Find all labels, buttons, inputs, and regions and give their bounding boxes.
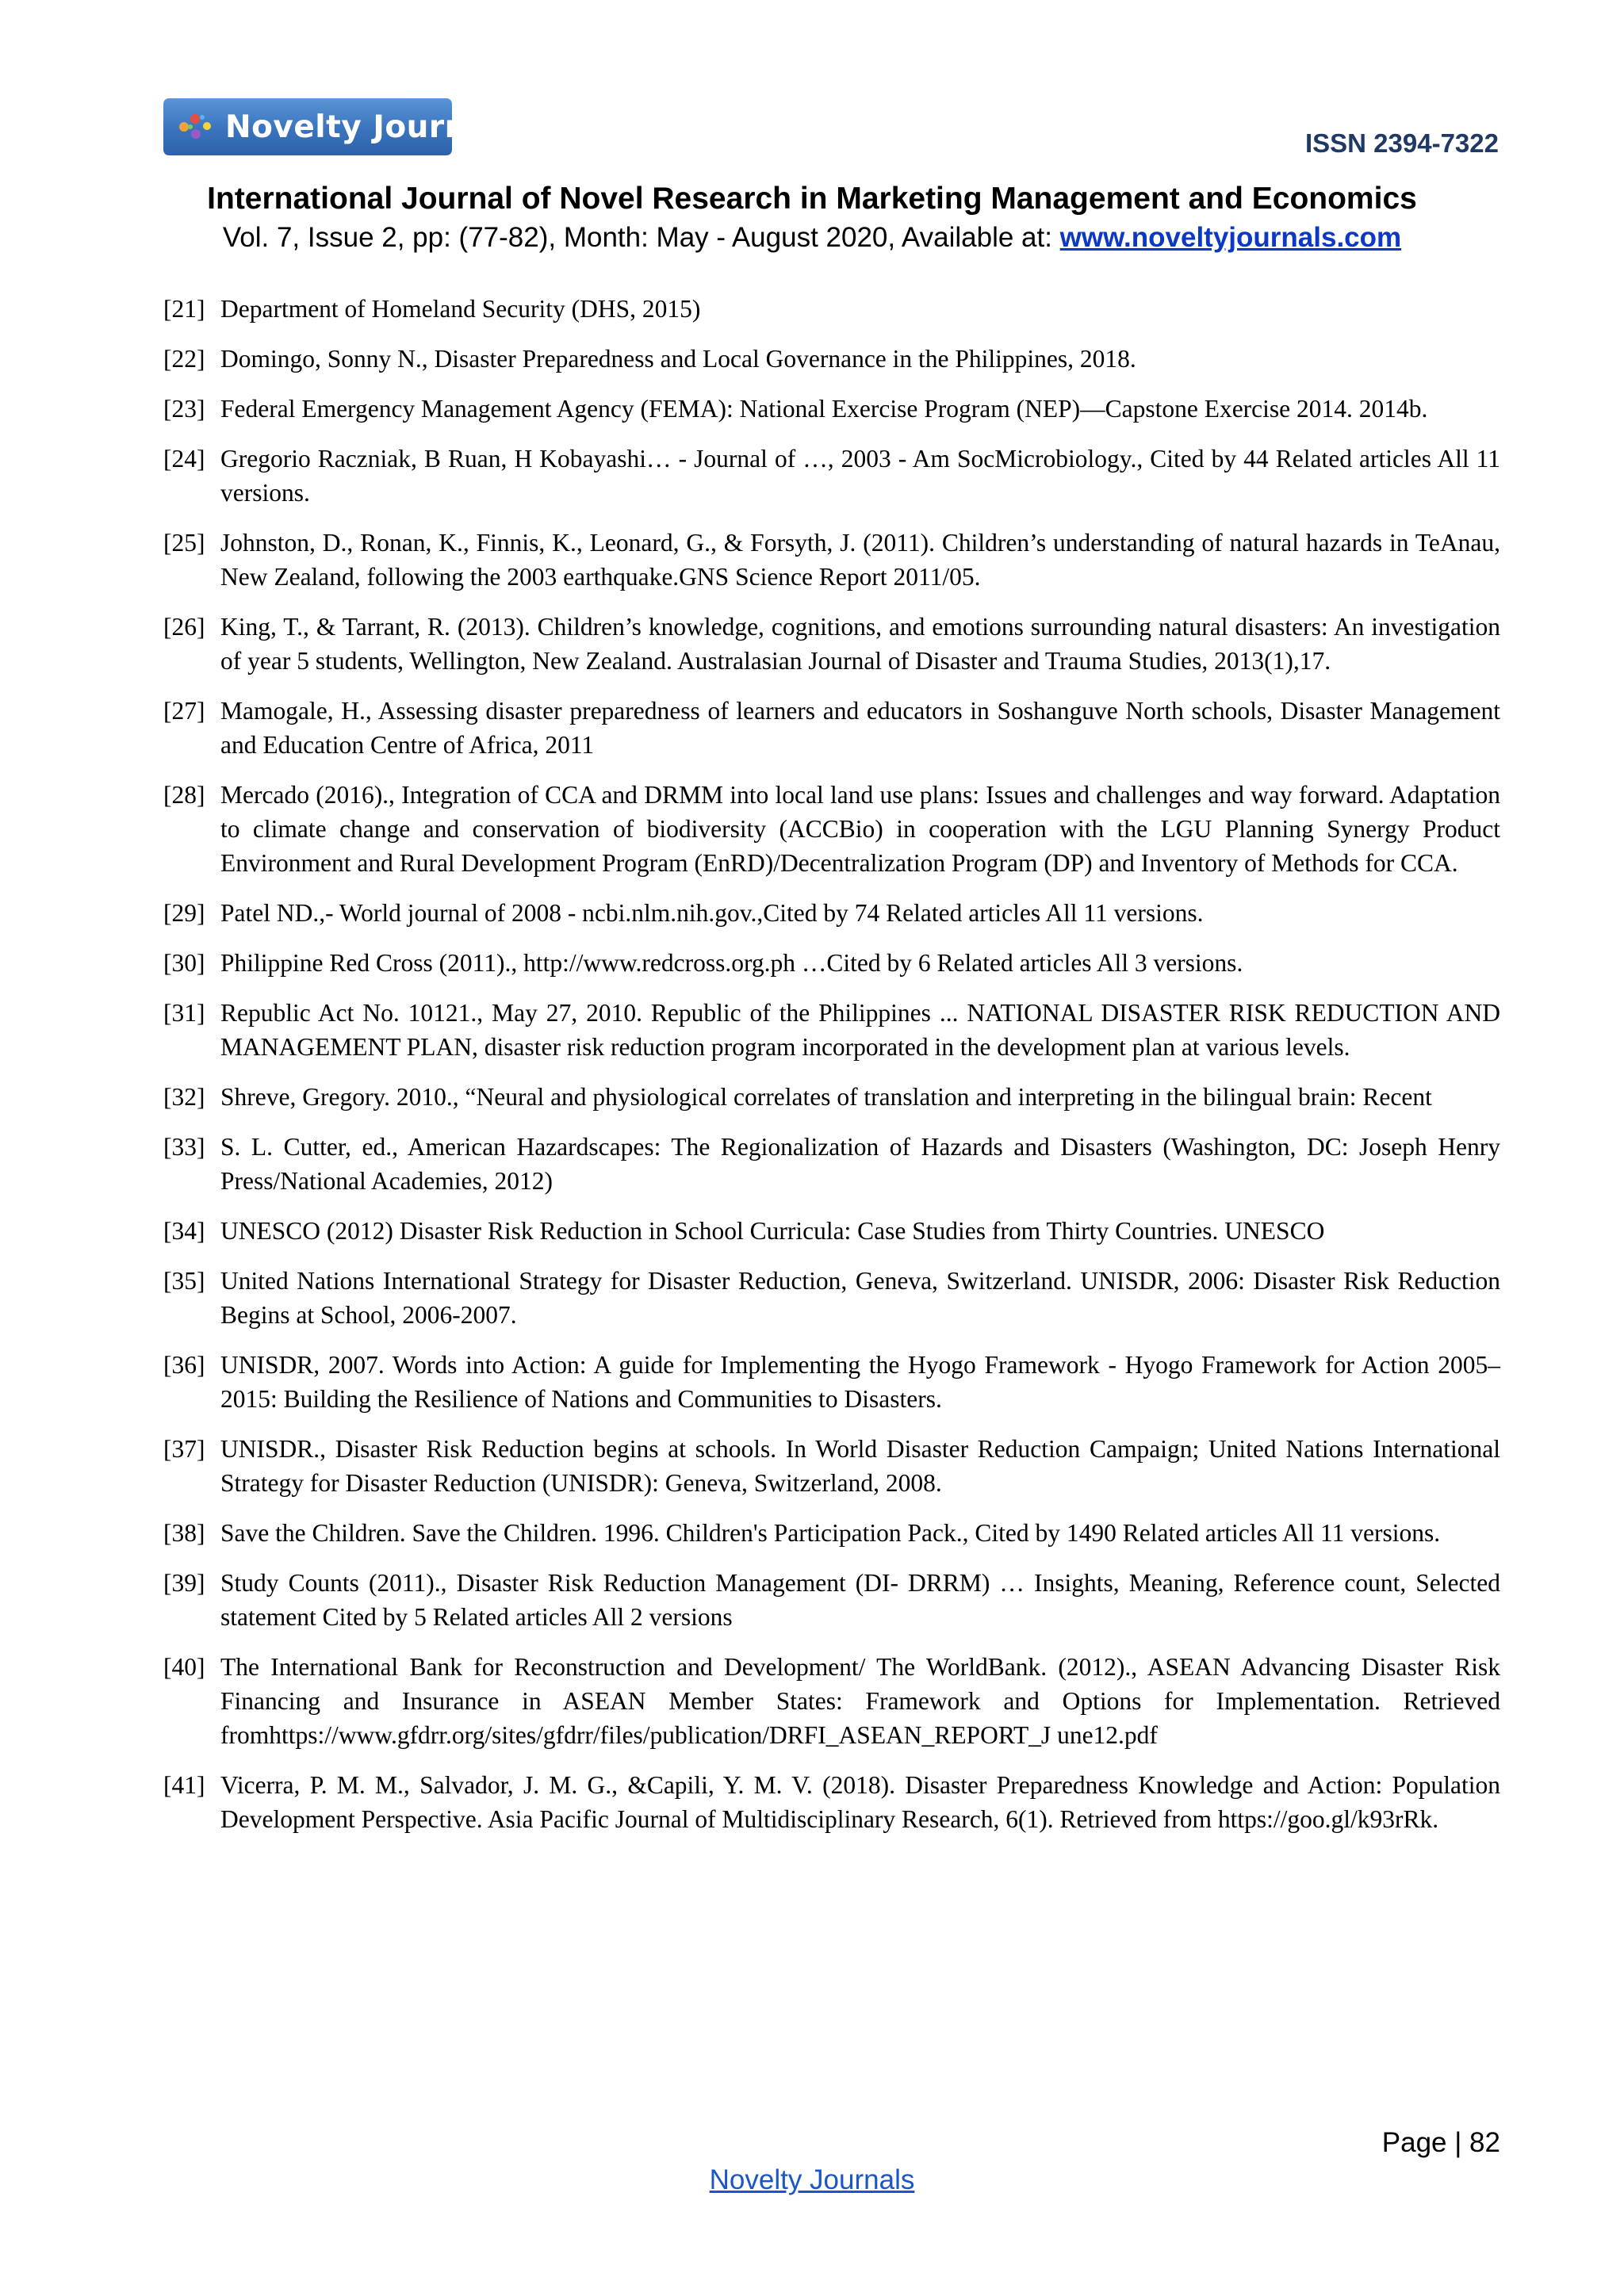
reference-number: [21] <box>163 295 205 323</box>
reference-text: United Nations International Strategy for Disaster Reduction, Geneva, Switzerland. UNISDR, 2006: Disaster Risk Reduction Begins at School, 2006-2007. <box>220 1267 1500 1329</box>
reference-item <box>163 1348 1500 1416</box>
reference-text: Philippine Red Cross (2011)., http://www.redcross.org.ph …Cited by 6 Related articles All 3 versions. <box>220 949 1243 977</box>
reference-text: UNISDR, 2007. Words into Action: A guide for Implementing the Hyogo Framework - Hyogo Framework for Action 2005–2015: Building the Resilience of Nations and Communities to Disasters. <box>220 1351 1500 1413</box>
reference-number: [31] <box>163 999 205 1027</box>
dots-logo-icon <box>174 109 219 144</box>
reference-item <box>163 1214 1500 1248</box>
reference-item <box>163 526 1500 594</box>
journal-info <box>0 222 1624 254</box>
reference-number: [40] <box>163 1653 205 1681</box>
reference-number: [39] <box>163 1569 205 1597</box>
reference-item <box>163 996 1500 1064</box>
reference-text: Johnston, D., Ronan, K., Finnis, K., Leonard, G., & Forsyth, J. (2011). Children’s understanding of natural hazards in TeAnau, New Zealand, following the 2003 earthquake.GNS Science Report 2011/05. <box>220 529 1500 591</box>
reference-text: S. L. Cutter, ed., American Hazardscapes: The Regionalization of Hazards and Disasters (Washington, DC: Joseph Henry Press/National Academies, 2012) <box>220 1133 1500 1195</box>
reference-number: [30] <box>163 949 205 977</box>
reference-item <box>163 442 1500 510</box>
reference-number: [28] <box>163 781 205 809</box>
issn-label: ISSN 2394-7322 <box>1304 128 1499 158</box>
reference-text: King, T., & Tarrant, R. (2013). Children’s knowledge, cognitions, and emotions surrounding natural disasters: An investigation of year 5 students, Wellington, New Zealand. Australasian Journal of Disaster and Trauma Studies, 2013(1),17. <box>220 613 1500 675</box>
reference-text: Department of Homeland Security (DHS, 2015) <box>220 295 701 323</box>
page-number: Page | 82 <box>1381 2127 1500 2158</box>
reference-number: [24] <box>163 445 205 473</box>
reference-text: Federal Emergency Management Agency (FEMA): National Exercise Program (NEP)—Capstone Exercise 2014. 2014b. <box>220 395 1428 423</box>
reference-number: [38] <box>163 1519 205 1547</box>
reference-number: [35] <box>163 1267 205 1295</box>
reference-text: Vicerra, P. M. M., Salvador, J. M. G., &Capili, Y. M. V. (2018). Disaster Preparedness Knowledge and Action: Population Development Perspective. Asia Pacific Journal of Multidisciplinary Research, 6(1). Retrieved from https://goo.gl/k93rRk. <box>220 1771 1500 1833</box>
reference-text: Domingo, Sonny N., Disaster Preparedness and Local Governance in the Philippines, 2018. <box>220 345 1136 373</box>
reference-text: Shreve, Gregory. 2010., “Neural and physiological correlates of translation and interpreting in the bilingual brain: Recent <box>220 1083 1432 1111</box>
reference-number: [22] <box>163 345 205 373</box>
reference-number: [34] <box>163 1217 205 1245</box>
reference-number: [41] <box>163 1771 205 1799</box>
reference-text: Gregorio Raczniak, B Ruan, H Kobayashi… - Journal of …, 2003 - Am SocMicrobiology., Cited by 44 Related articles All 11 versions. <box>220 445 1500 507</box>
reference-item <box>163 694 1500 762</box>
reference-list <box>163 292 1500 1852</box>
reference-item <box>163 1566 1500 1634</box>
reference-text: Study Counts (2011)., Disaster Risk Reduction Management (DI- DRRM) … Insights, Meaning, Reference count, Selected statement Cited by 5 Related articles All 2 versions <box>220 1569 1500 1631</box>
reference-text: The International Bank for Reconstruction and Development/ The WorldBank. (2012)., ASEAN Advancing Disaster Risk Financing and Insurance in ASEAN Member States: Framework and Options for Implementation. Retrieved fromhttps://www.gfdrr.org/sites/gfdrr/files/publication/DRFI_ASEAN_REPORT_J une12.pdf <box>220 1653 1500 1749</box>
reference-item <box>163 292 1500 326</box>
footer-novelty-journals-link[interactable]: Novelty Journals <box>709 2164 915 2195</box>
reference-number: [36] <box>163 1351 205 1379</box>
reference-item <box>163 778 1500 880</box>
reference-text: Republic Act No. 10121., May 27, 2010. Republic of the Philippines ... NATIONAL DISASTER RISK REDUCTION AND MANAGEMENT PLAN, disaster risk reduction program incorporated in the development plan at various levels. <box>220 999 1500 1061</box>
reference-number: [23] <box>163 395 205 423</box>
reference-number: [37] <box>163 1435 205 1463</box>
journal-info-text: Vol. 7, Issue 2, pp: (77-82), Month: May - August 2020, Available at: <box>222 222 1060 253</box>
reference-item <box>163 1080 1500 1114</box>
reference-number: [33] <box>163 1133 205 1161</box>
reference-item <box>163 1264 1500 1332</box>
novelty-journals-logo[interactable] <box>163 98 519 155</box>
journal-website-link[interactable]: www.noveltyjournals.com <box>1059 222 1402 253</box>
reference-item <box>163 610 1500 678</box>
reference-item <box>163 392 1500 426</box>
reference-item <box>163 1130 1500 1198</box>
logo-text: Novelty Journals <box>225 109 519 145</box>
reference-number: [25] <box>163 529 205 557</box>
reference-number: [32] <box>163 1083 205 1111</box>
reference-number: [26] <box>163 613 205 641</box>
reference-number: [27] <box>163 697 205 725</box>
reference-item <box>163 1516 1500 1550</box>
reference-text: UNISDR., Disaster Risk Reduction begins at schools. In World Disaster Reduction Campaign; United Nations International Strategy for Disaster Reduction (UNISDR): Geneva, Switzerland, 2008. <box>220 1435 1500 1497</box>
reference-number: [29] <box>163 899 205 927</box>
reference-text: UNESCO (2012) Disaster Risk Reduction in School Curricula: Case Studies from Thirty Countries. UNESCO <box>220 1217 1325 1245</box>
reference-text: Patel ND.,- World journal of 2008 - ncbi.nlm.nih.gov.,Cited by 74 Related articles All 11 versions. <box>220 899 1204 927</box>
reference-item <box>163 1768 1500 1836</box>
journal-title: International Journal of Novel Research in Marketing Management and Economics <box>207 182 1417 216</box>
reference-text: Mercado (2016)., Integration of CCA and DRMM into local land use plans: Issues and challenges and way forward. Adaptation to climate change and conservation of biodiversity (ACCBio) in cooperation with the LGU Planning Synergy Product Environment and Rural Development Program (EnRD)/Decentralization Program (DP) and Inventory of Methods for CCA. <box>220 781 1500 877</box>
reference-text: Mamogale, H., Assessing disaster preparedness of learners and educators in Soshanguve North schools, Disaster Management and Education Centre of Africa, 2011 <box>220 697 1500 759</box>
reference-item <box>163 946 1500 980</box>
reference-text: Save the Children. Save the Children. 1996. Children's Participation Pack., Cited by 1490 Related articles All 11 versions. <box>220 1519 1441 1547</box>
reference-item <box>163 342 1500 376</box>
reference-item <box>163 896 1500 930</box>
reference-item <box>163 1432 1500 1500</box>
reference-item <box>163 1650 1500 1752</box>
